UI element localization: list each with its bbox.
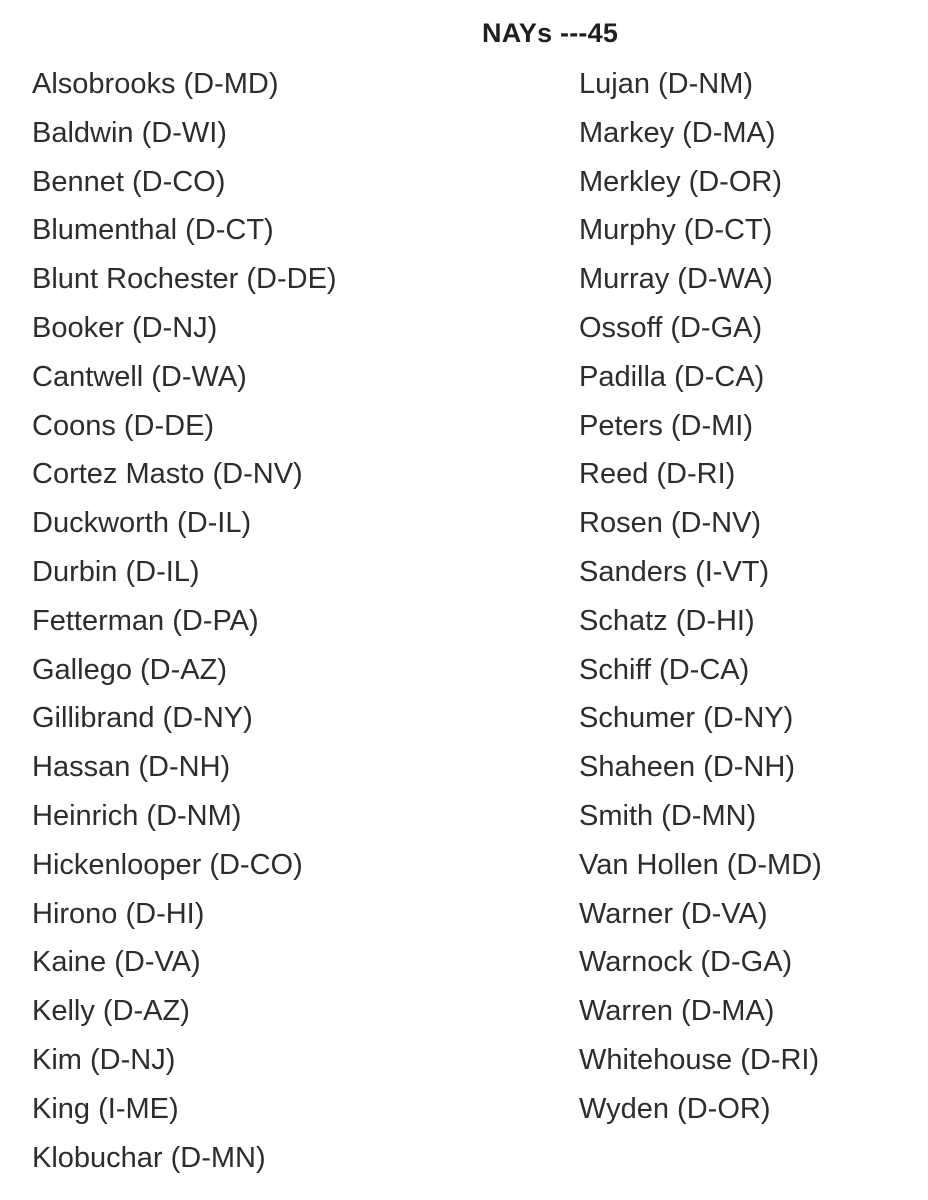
list-item: Hassan (D-NH) bbox=[32, 751, 231, 784]
list-item: Sanders (I-VT) bbox=[579, 555, 770, 588]
list-item: Reed (D-RI) bbox=[579, 458, 736, 491]
list-item: Peters (D-MI) bbox=[579, 409, 753, 442]
list-item: Rosen (D-NV) bbox=[579, 507, 762, 540]
list-item: Heinrich (D-NM) bbox=[32, 799, 242, 832]
list-item: Smith (D-MN) bbox=[579, 799, 757, 832]
list-item: Coons (D-DE) bbox=[32, 409, 215, 442]
page-title: NAYs ---45 bbox=[482, 18, 619, 48]
right-name-column bbox=[579, 60, 822, 1134]
list-item: Hirono (D-HI) bbox=[32, 897, 205, 930]
list-item: Schatz (D-HI) bbox=[579, 604, 755, 637]
list-item: Fetterman (D-PA) bbox=[32, 604, 259, 637]
list-item: Booker (D-NJ) bbox=[32, 311, 218, 344]
list-item: Shaheen (D-NH) bbox=[579, 751, 795, 784]
list-item: Baldwin (D-WI) bbox=[32, 116, 227, 149]
list-item: Murray (D-WA) bbox=[579, 263, 773, 296]
list-item: Wyden (D-OR) bbox=[579, 1092, 771, 1125]
list-item: Blumenthal (D-CT) bbox=[32, 214, 274, 247]
list-item: Lujan (D-NM) bbox=[579, 68, 754, 100]
list-item: Durbin (D-IL) bbox=[32, 555, 200, 588]
list-item: Cantwell (D-WA) bbox=[32, 360, 247, 393]
list-item: Cortez Masto (D-NV) bbox=[32, 458, 303, 491]
list-item: Warren (D-MA) bbox=[579, 995, 775, 1028]
list-item: Van Hollen (D-MD) bbox=[579, 848, 822, 881]
list-item: Kelly (D-AZ) bbox=[32, 995, 190, 1028]
list-item: Klobuchar (D-MN) bbox=[32, 1141, 266, 1174]
left-name-column bbox=[32, 60, 337, 1182]
list-item: Ossoff (D-GA) bbox=[579, 311, 763, 344]
list-item: King (I-ME) bbox=[32, 1092, 179, 1125]
list-item: Gillibrand (D-NY) bbox=[32, 702, 253, 735]
list-item: Schiff (D-CA) bbox=[579, 653, 750, 686]
list-item: Blunt Rochester (D-DE) bbox=[32, 263, 337, 296]
list-item: Warner (D-VA) bbox=[579, 897, 768, 930]
list-item: Whitehouse (D-RI) bbox=[579, 1043, 820, 1076]
list-item: Bennet (D-CO) bbox=[32, 165, 226, 198]
list-item: Merkley (D-OR) bbox=[579, 165, 782, 198]
list-item: Gallego (D-AZ) bbox=[32, 653, 227, 686]
list-item: Padilla (D-CA) bbox=[579, 360, 765, 393]
list-item: Schumer (D-NY) bbox=[579, 702, 794, 735]
list-item: Kaine (D-VA) bbox=[32, 946, 201, 979]
list-item: Hickenlooper (D-CO) bbox=[32, 848, 303, 881]
list-item: Warnock (D-GA) bbox=[579, 946, 793, 979]
list-item: Alsobrooks (D-MD) bbox=[32, 68, 279, 100]
list-item: Murphy (D-CT) bbox=[579, 214, 773, 247]
list-item: Kim (D-NJ) bbox=[32, 1043, 176, 1076]
list-item: Duckworth (D-IL) bbox=[32, 507, 252, 540]
list-item: Markey (D-MA) bbox=[579, 116, 776, 149]
